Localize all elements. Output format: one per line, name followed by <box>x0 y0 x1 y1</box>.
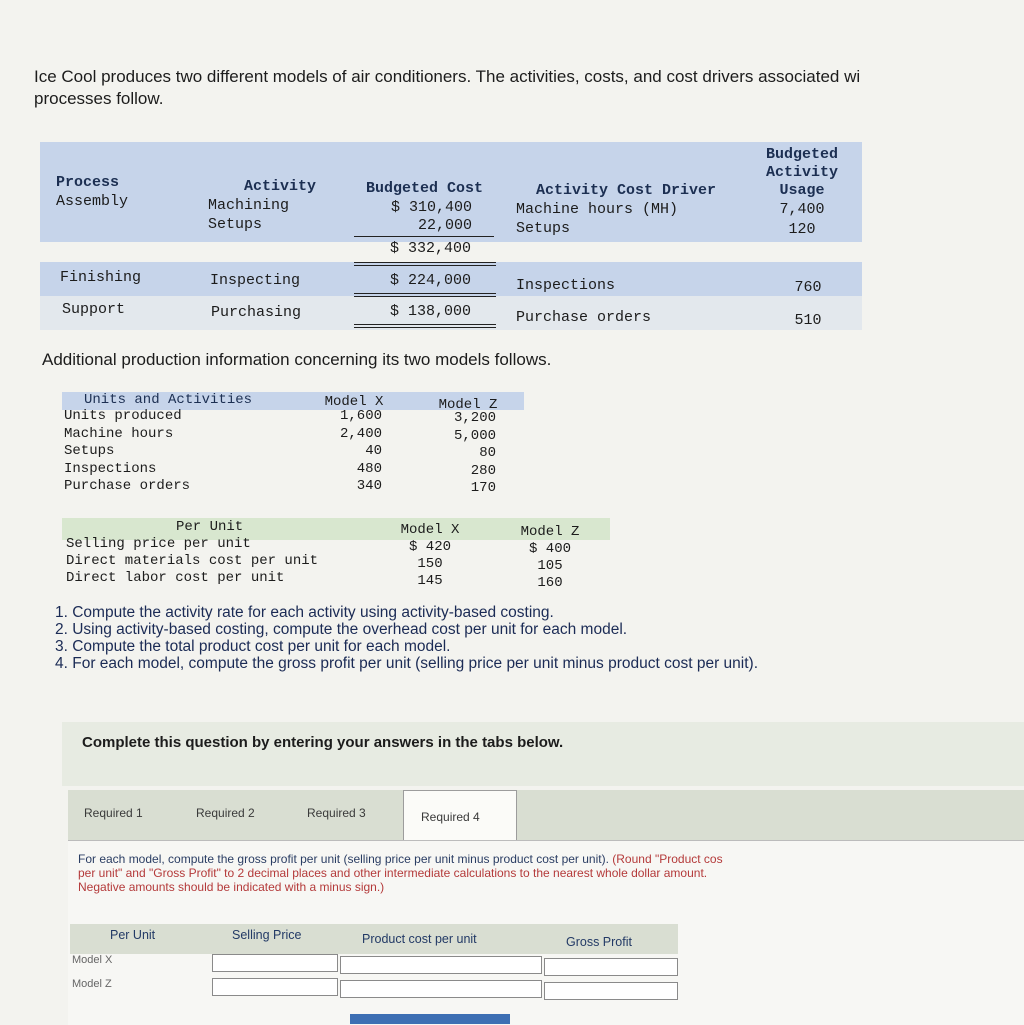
tab-required-2[interactable]: Required 2 <box>196 806 255 820</box>
per-unit-row-model-z: 105 <box>537 558 563 574</box>
support-underline-bottom <box>354 327 496 328</box>
units-row-model-x: 480 <box>356 460 382 477</box>
per-unit-row-label: Selling price per unit <box>66 536 251 552</box>
instruction-round-note: (Round "Product cos <box>612 852 723 866</box>
complete-title: Complete this question by entering your answers in the tabs below. <box>82 734 564 751</box>
units-row-model-x: 1,600 <box>339 408 382 424</box>
assembly-activity-1: Machining <box>208 197 290 214</box>
assembly-activity-2: Setups <box>208 216 263 233</box>
finishing-cost: $ 224,000 <box>390 272 472 289</box>
units-row-model-z: 170 <box>470 480 496 496</box>
units-row-label: Setups <box>64 443 115 459</box>
model-z-product-cost-input[interactable] <box>340 980 542 998</box>
units-row-model-z: 80 <box>479 445 496 461</box>
support-driver: Purchase orders <box>516 309 652 326</box>
assembly-cost-1: $ 310,400 <box>390 199 472 216</box>
answer-header-gross-profit: Gross Profit <box>566 935 632 949</box>
assembly-process: Assembly <box>56 193 129 210</box>
finishing-driver: Inspections <box>516 277 616 294</box>
answer-header-per-unit: Per Unit <box>110 928 156 942</box>
total-double-underline-bottom <box>354 265 496 266</box>
per-unit-col-model-z: Model Z <box>520 524 580 540</box>
model-z-gross-profit-input[interactable] <box>544 982 678 1000</box>
units-row-label: Units produced <box>64 408 182 424</box>
answer-header-selling-price: Selling Price <box>232 928 302 942</box>
header-usage-line-3: Usage <box>779 182 825 199</box>
tab-required-4[interactable]: Required 4 <box>421 810 480 824</box>
finishing-activity: Inspecting <box>210 272 301 289</box>
header-usage-line-2: Activity <box>765 164 838 181</box>
per-unit-row-model-x: 150 <box>417 556 443 572</box>
instruction-main: For each model, compute the gross profit per unit (selling price per unit minus product cost per unit). <box>78 852 609 866</box>
question-list <box>55 604 758 672</box>
per-unit-row-model-z: 160 <box>537 575 563 591</box>
per-unit-row-model-z: $ 400 <box>528 541 571 557</box>
answer-row-model-x: Model X <box>72 954 113 966</box>
assembly-driver-1: Machine hours (MH) <box>516 201 679 218</box>
units-row-model-x: 40 <box>365 443 382 459</box>
support-underline-top <box>354 324 496 325</box>
finishing-underline-bottom <box>354 296 496 297</box>
instruction-negative-note: Negative amounts should be indicated with a minus sign.) <box>78 880 385 894</box>
intro-line-2: processes follow. <box>34 89 164 108</box>
support-activity: Purchasing <box>211 304 302 321</box>
support-cost: $ 138,000 <box>390 303 472 320</box>
units-row-model-z: 280 <box>470 462 496 479</box>
submit-button[interactable] <box>350 1014 510 1024</box>
units-col-model-x: Model X <box>324 394 384 410</box>
tab-required-3[interactable]: Required 3 <box>307 806 366 820</box>
question-2: 2. Using activity-based costing, compute the overhead cost per unit for each model. <box>55 621 628 638</box>
header-activity-cost-driver: Activity Cost Driver <box>536 182 717 199</box>
question-3: 3. Compute the total product cost per unit for each model. <box>55 638 451 655</box>
per-unit-header: Per Unit <box>176 519 244 535</box>
intro-text <box>34 66 1024 110</box>
per-unit-row-model-x: 145 <box>417 573 443 589</box>
additional-info-text: Additional production information concerning its two models follows. <box>42 350 552 369</box>
finishing-underline-top <box>354 293 496 294</box>
model-x-gross-profit-input[interactable] <box>544 958 678 976</box>
header-usage-line-1: Budgeted <box>765 146 838 163</box>
model-x-product-cost-input[interactable] <box>340 956 542 974</box>
instruction-round-note-2: per unit" and "Gross Profit" to 2 decimal places and other intermediate calculations to the nearest whole dollar amount. <box>78 866 708 880</box>
units-header: Units and Activities <box>84 392 253 408</box>
units-row-label: Purchase orders <box>64 478 191 494</box>
answer-row-model-z: Model Z <box>72 978 112 990</box>
model-x-selling-price-input[interactable] <box>212 954 338 972</box>
finishing-usage: 760 <box>794 279 822 296</box>
per-unit-row-model-x: $ 420 <box>408 539 451 555</box>
header-activity: Activity <box>244 178 317 195</box>
per-unit-row-label: Direct labor cost per unit <box>66 570 285 586</box>
assembly-driver-2: Setups <box>516 220 571 237</box>
units-row-model-x: 2,400 <box>339 425 382 442</box>
header-budgeted-cost: Budgeted Cost <box>366 180 484 197</box>
model-z-selling-price-input[interactable] <box>212 978 338 996</box>
assembly-total: $ 332,400 <box>390 240 472 257</box>
answer-header-product-cost: Product cost per unit <box>362 932 477 946</box>
subtotal-underline <box>354 236 494 237</box>
intro-line-1: Ice Cool produces two different models of air conditioners. The activities, costs, and cost drivers associated wi <box>34 67 861 86</box>
total-double-underline-top <box>354 262 496 263</box>
tab-required-1[interactable]: Required 1 <box>84 806 143 820</box>
units-row-label: Inspections <box>64 460 157 477</box>
answer-instructions <box>78 852 723 894</box>
assembly-usage-1: 7,400 <box>779 201 825 218</box>
question-4: 4. For each model, compute the gross profit per unit (selling price per unit minus product cost per unit). <box>55 655 759 672</box>
header-process: Process <box>56 174 120 191</box>
assembly-cost-2: 22,000 <box>417 217 472 234</box>
question-1: 1. Compute the activity rate for each activity using activity-based costing. <box>55 604 554 621</box>
per-unit-row-label: Direct materials cost per unit <box>66 553 319 569</box>
units-row-model-z: 3,200 <box>453 410 496 426</box>
units-row-model-x: 340 <box>356 478 382 494</box>
support-process: Support <box>62 301 126 318</box>
units-col-model-z: Model Z <box>438 397 498 413</box>
support-usage: 510 <box>794 312 822 329</box>
instructions-box <box>62 722 1024 786</box>
units-row-label: Machine hours <box>64 425 174 442</box>
assembly-usage-2: 120 <box>788 221 816 238</box>
finishing-process: Finishing <box>60 269 142 286</box>
per-unit-col-model-x: Model X <box>400 522 460 538</box>
units-row-model-z: 5,000 <box>453 427 496 444</box>
